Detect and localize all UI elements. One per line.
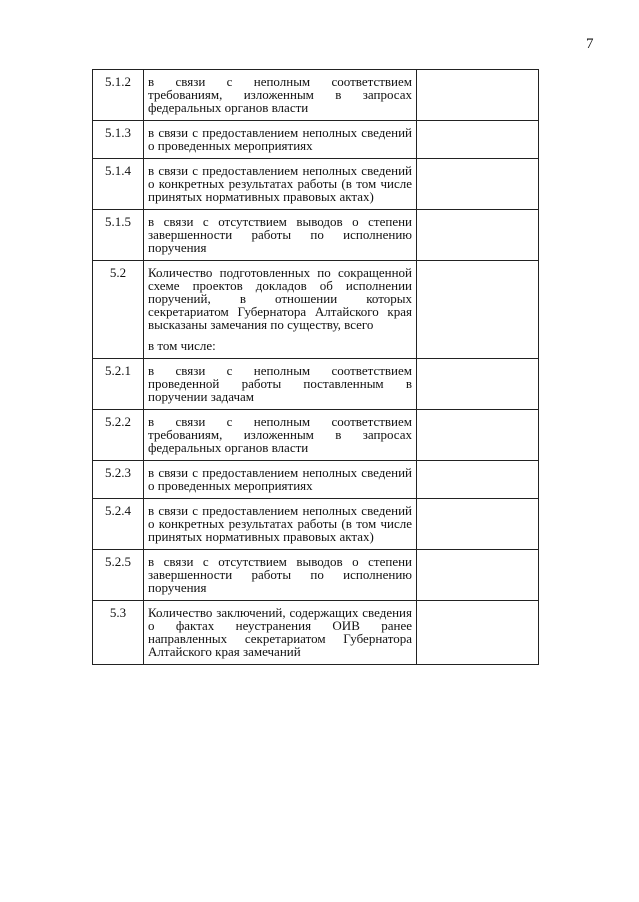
row-value <box>417 601 539 665</box>
row-description: Количество заключений, содержащих сведения о фактах неустранения ОИВ ранее направленных секретариатом Губернатора Алтайского края замечаний <box>144 601 417 665</box>
table-row <box>93 261 539 359</box>
row-description: в связи с предоставлением неполных сведений о конкретных результатах работы (в том числе принятых нормативных правовых актах) <box>144 499 417 550</box>
row-number: 5.2.1 <box>93 359 144 410</box>
row-description-cell <box>144 261 417 359</box>
row-value <box>417 499 539 550</box>
row-description: в связи с предоставлением неполных сведений о проведенных мероприятиях <box>144 121 417 159</box>
row-value <box>417 159 539 210</box>
row-description: в связи с отсутствием выводов о степени завершенности работы по исполнению поручения <box>144 210 417 261</box>
row-description: в связи с предоставлением неполных сведений о конкретных результатах работы (в том числе принятых нормативных правовых актах) <box>144 159 417 210</box>
row-number: 5.1.5 <box>93 210 144 261</box>
row-value <box>417 410 539 461</box>
table-row <box>93 499 539 550</box>
row-number: 5.1.2 <box>93 70 144 121</box>
table-row <box>93 210 539 261</box>
row-subheading: в том числе: <box>148 338 216 353</box>
table-row <box>93 461 539 499</box>
row-number: 5.2.3 <box>93 461 144 499</box>
row-number: 5.2.5 <box>93 550 144 601</box>
report-table-body <box>93 70 539 665</box>
row-description: Количество подготовленных по сокращенной схеме проектов докладов об исполнении поручений, в отношении которых секретариатом Губернатора Алтайского края высказаны замечания по существу, всего <box>148 265 412 332</box>
row-value <box>417 261 539 359</box>
table-row <box>93 159 539 210</box>
row-description: в связи с отсутствием выводов о степени завершенности работы по исполнению поручения <box>144 550 417 601</box>
row-number: 5.3 <box>93 601 144 665</box>
row-value <box>417 359 539 410</box>
row-number: 5.2 <box>93 261 144 359</box>
table-row <box>93 410 539 461</box>
row-value <box>417 210 539 261</box>
row-description: в связи с предоставлением неполных сведений о проведенных мероприятиях <box>144 461 417 499</box>
row-number: 5.1.3 <box>93 121 144 159</box>
table-row <box>93 550 539 601</box>
row-value <box>417 70 539 121</box>
table-row <box>93 359 539 410</box>
row-number: 5.1.4 <box>93 159 144 210</box>
row-description: в связи с неполным соответствием требованиям, изложенным в запросах федеральных органов власти <box>144 70 417 121</box>
report-table <box>92 69 539 665</box>
row-number: 5.2.2 <box>93 410 144 461</box>
row-description: в связи с неполным соответствием требованиям, изложенным в запросах федеральных органов власти <box>144 410 417 461</box>
row-number: 5.2.4 <box>93 499 144 550</box>
table-row <box>93 601 539 665</box>
row-value <box>417 550 539 601</box>
row-description: в связи с неполным соответствием проведенной работы поставленным в поручении задачам <box>144 359 417 410</box>
page-number: 7 <box>586 36 594 52</box>
table-row <box>93 121 539 159</box>
row-value <box>417 461 539 499</box>
table-row <box>93 70 539 121</box>
row-value <box>417 121 539 159</box>
